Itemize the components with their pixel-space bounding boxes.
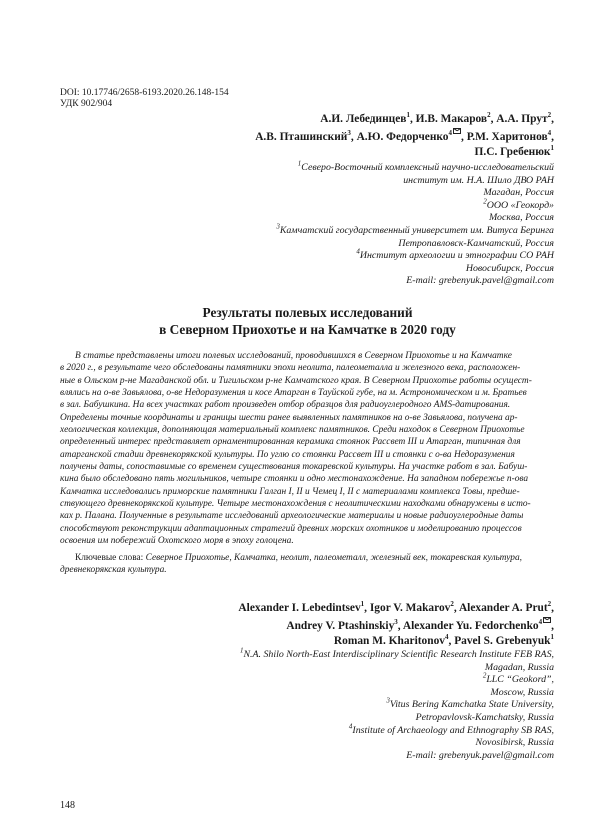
author-separator: , [461,130,467,143]
affiliation-text: N.A. Shilo North-East Interdisciplinary Scientific Research Institute FEB RAS, [243,649,554,660]
abstract [60,350,554,548]
affiliations-en [239,646,554,762]
affiliation-mark: 4 [547,128,552,137]
authors-en [238,601,554,650]
affiliation-mark: 1 [360,600,365,609]
abstract-line: атарганской стадии древнекорякской культуры. По углю со стоянки Рассвет III и стоянки с о-ва Недоразумения [60,449,515,460]
affiliation-line: Magadan, Russia [484,661,554,673]
affiliation-number: 2 [483,197,487,206]
authors-ru-line [255,112,554,128]
affiliation-mark: 1 [406,111,410,120]
affiliation-mark: 1 [550,633,554,642]
author-separator: , [350,130,357,143]
abstract-line: хеологическая коллекция, дополняющая материальный комплекс памятников. Среди находок в Северном Приохотье [60,425,525,436]
affiliation-text: Северо-Восточный комплексный научно-исследовательский [301,162,554,173]
abstract-line: в зал. Бабушкина. На всех участках работ произведен отбор образцов для радиоуглеродного AMS-датирования. [60,400,511,411]
affiliation-line: Petropavlovsk-Kamchatsky, Russia [415,711,554,723]
keywords-line [60,552,554,564]
affiliation-line: Москва, Россия [488,212,554,224]
affiliation-mark: 2 [487,111,491,120]
affiliation-mark: 4 [538,617,543,626]
email-en[interactable]: E-mail: grebenyuk.pavel@gmail.com [406,749,554,761]
abstract-line: способствуют реконструкции адаптационных стратегий древних морских охотников и моделированию процессов [60,523,522,534]
authors-en-line [238,634,554,650]
authors-en-line [238,601,554,617]
udk: УДК 902/904 [60,99,113,109]
authors-ru-line [255,145,554,161]
affiliation-mark: 2 [547,600,552,609]
author-ru [255,128,357,143]
affiliation-number: 4 [348,722,353,731]
author-name: Pavel S. Grebenyuk [454,635,551,647]
affiliation-text: Институт археологии и этнографии СО РАН [359,250,554,262]
affiliation-number: 2 [482,671,487,680]
author-separator: , [551,602,554,614]
affiliation-text: Institute of Archaeology and Ethnography SB RAS, [352,724,554,736]
author-ru [466,128,554,143]
abstract-line: влялись на о-ве Завьялова, о-ве Недоразумения и косе Атарган в Тауйской губе, на м. Астрономическом и м. Братьев [60,388,527,399]
affiliation-line: институт им. Н.А. Шило ДВО РАН [403,174,554,186]
affiliation-text: Камчатский государственный университет им. Витуса Беринга [279,224,554,236]
abstract-line: кина было обследовано пять могильников, четыре стоянки и одно местонахождение. На западном побережье п-ова [60,474,529,485]
email-ru[interactable]: E-mail: grebenyuk.pavel@gmail.com [406,275,554,287]
affiliation-line [239,646,554,662]
author-en [402,617,554,632]
author-ru [496,113,554,125]
author-separator: , [490,113,497,125]
author-name: Р.М. Харитонов [466,130,548,143]
affiliation-text: LLC “Geokord”, [486,674,554,686]
keywords [60,552,554,577]
author-name: И.В. Макаров [415,113,488,125]
abstract-line: освоения им побережий Охотского моря в эпоху голоцена. [60,536,294,547]
envelope-icon [453,128,461,134]
affiliation-mark: 4 [444,633,449,642]
author-en [370,602,459,614]
affiliation-number: 1 [239,646,244,655]
author-ru [475,146,554,158]
abstract-line: получены даты, сопоставимые со временем существования токаревской культуры. На участке работ в зал. Бабуш- [60,462,528,473]
author-name: Roman M. Kharitonov [333,635,445,647]
author-separator: , [551,113,554,125]
authors-en-line [238,617,554,635]
abstract-line: в 2020 г., в результате чего обследованы памятники эпохи неолита, палеометалла и железного века, расположен- [60,363,521,374]
author-ru [416,113,497,125]
author-separator: , [397,619,403,632]
author-ru [320,113,415,125]
author-en [238,602,369,614]
affiliation-line [240,699,554,712]
affiliation-mark: 4 [448,128,453,137]
author-name: Alexander A. Prut [458,602,548,614]
affiliation-line: Новосибирск, Россия [465,262,554,274]
abstract-line: ках р. Палана. Полученные в результате исследований археологические материалы и новые радиоуглеродные даты [60,511,524,522]
authors-ru [255,112,554,161]
affiliation-line [276,197,554,213]
author-separator: , [453,602,459,614]
keywords-label: Ключевые слова: [75,553,146,563]
author-name: А.Ю. Федорченко [356,130,449,143]
affiliation-line [240,671,554,687]
affiliation-line: Петропавловск-Камчатский, Россия [398,237,554,249]
page-number: 148 [60,800,75,811]
affiliation-text: ООО «Геокорд» [486,199,554,211]
affiliation-number: 3 [276,222,280,231]
author-ru [356,128,467,143]
abstract-line: Камчатка исследовались приморские памятники Галган I, II и Чемец I, II с материалами комплекса Товы, предше- [60,486,520,497]
author-name: А.И. Лебединцев [320,113,407,125]
keywords-text: Северное Приохотье, Камчатка, неолит, палеометалл, железный век, токаревская культура, [145,553,522,563]
author-separator: , [448,635,455,647]
affiliation-mark: 1 [550,144,554,153]
affiliation-number: 1 [297,159,302,168]
affiliation-mark: 3 [347,128,351,137]
affiliation-line: Novosibirsk, Russia [475,737,554,749]
affiliation-number: 4 [356,247,360,256]
author-separator: , [551,130,554,143]
affiliations-ru [276,159,554,288]
abstract-line: В статье представлены итоги полевых исследований, проводившихся в Северном Приохотье и на Камчатке [75,351,512,361]
affiliation-line: Магадан, Россия [483,187,554,199]
affiliation-line [276,159,554,175]
author-name: Alexander I. Lebedintsev [238,602,361,614]
title-line: в Северном Приохотье и на Камчатке в 2020 году [159,322,456,337]
abstract-line: ствующего древнекорякской культуре. Четыре местонахождения с неолитическими находками обнаружены в исто- [60,499,531,510]
author-separator: , [551,619,554,632]
author-name: Igor V. Makarov [369,602,451,614]
keywords-line: древнекорякская культура. [60,565,167,576]
affiliation-mark: 2 [450,600,454,609]
affiliation-line [276,222,554,238]
affiliation-line [240,722,554,738]
author-separator: , [364,602,370,614]
abstract-line: Определены точные координаты и границы шести ранее выявленных памятников на о-ве Завьялова, получена ар- [60,412,518,423]
affiliation-line [276,247,554,263]
authors-ru-line [255,128,554,146]
title-line: Результаты полевых исследований [202,305,413,320]
affiliation-mark: 2 [547,111,552,120]
author-en [286,617,403,632]
doi[interactable]: DOI: 10.17746/2658-6193.2020.26.148-154 [60,88,229,98]
abstract-line: ные в Ольском р-не Магаданской обл. и Тигильском р-не Камчатского края. В Северном Приохотье работы осущест- [60,375,532,386]
author-name: А.В. Пташинский [255,130,348,143]
author-name: Alexander Yu. Fedorchenko [402,619,539,632]
envelope-icon [543,617,551,623]
author-name: А.А. Прут [496,113,548,125]
author-separator: , [409,113,416,125]
affiliation-text: Vitus Bering Kamchatka State University, [389,699,554,711]
abstract-line: определенный интерес представляет орнаментированная керамика стоянок Рассвет III и Атарган, типичная для [60,437,521,448]
article-title [60,304,555,338]
affiliation-number: 3 [386,697,390,706]
author-name: П.С. Гребенюк [474,146,551,158]
affiliation-mark: 3 [394,617,398,626]
author-en [454,635,554,647]
affiliation-line: Moscow, Russia [490,686,554,698]
author-en [459,602,554,614]
author-name: Andrey V. Ptashinskiy [286,619,395,632]
author-en [334,635,454,647]
